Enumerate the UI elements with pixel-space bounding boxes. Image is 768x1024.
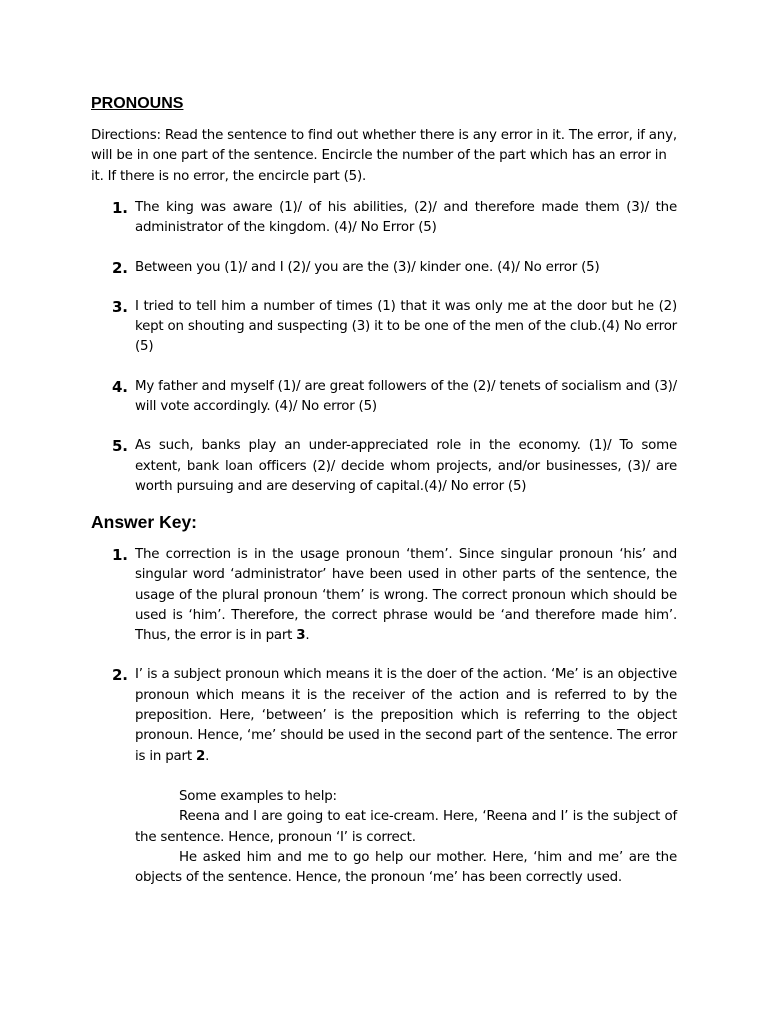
answer-body: The correction is in the usage pronoun ‘them’. Since singular pronoun ‘his’ and singular word ‘administrator’ have been used in other parts of the sentence, the usage of the plural pronoun ‘them’ is wrong. The correct pronoun which should be used is ‘him’. Therefore, the correct phrase would be ‘and therefore made him’. Thus, the error is in part [135, 547, 677, 644]
item-number: 2. [112, 258, 128, 277]
examples-heading: Some examples to help: [179, 789, 337, 804]
list-item [0, 258, 768, 278]
question-text: As such, banks play an under-appreciated role in the economy. (1)/ To some extent, bank loan officers (2)/ decide whom projects, and/or businesses, (3)/ are worth pursuing and are deserving of capital.(4)/ No error (5) [135, 438, 677, 494]
answer-key-heading: Answer Key: [91, 512, 198, 532]
answer-part: 3 [296, 628, 306, 644]
answer-part: 2 [195, 748, 206, 764]
question-text: Between you (1)/ and I (2)/ you are the (3)/ kinder one. (4)/ No error (5) [135, 259, 600, 275]
answer-text [135, 665, 677, 766]
directions-paragraph: Directions: Read the sentence to find out whether there is any error in it. The error, if any, will be in one part of the sentence. Encircle the number of the part which has an error in it. If there is no error, the encircle part (5). [91, 128, 677, 184]
question-list [0, 198, 768, 516]
example-paragraph: Reena and I are going to eat ice-cream. Here, ‘Reena and I’ is the subject of the sentence. Hence, pronoun ‘I’ is correct. [135, 809, 677, 845]
example-paragraph: He asked him and me to go help our mother. Here, ‘him and me’ are the objects of the sentence. Hence, the pronoun ‘me’ has been correctly used. [135, 849, 677, 886]
page-title: PRONOUNS [91, 95, 184, 112]
item-number: 5. [112, 437, 128, 456]
answer-end: . [205, 748, 210, 764]
question-text: I tried to tell him a number of times (1) that it was only me at the door but he (2) kept on shouting and suspecting (3) it to be one of the men of the club.(4) No error (5) [135, 298, 677, 355]
list-item [0, 665, 768, 766]
item-number: 3. [112, 297, 128, 316]
item-number: 1. [112, 546, 128, 564]
list-item [0, 545, 768, 646]
list-item [0, 436, 768, 497]
list-item [0, 377, 768, 418]
list-item [0, 198, 768, 239]
answer-list [0, 545, 768, 786]
item-number: 4. [112, 377, 128, 396]
item-number: 1. [112, 199, 128, 217]
answer-end: . [305, 628, 310, 644]
answer-text [135, 545, 677, 646]
question-text: The king was aware (1)/ of his abilities, (2)/ and therefore made them (3)/ the administrator of the kingdom. (4)/ No Error (5) [135, 200, 677, 236]
question-text: My father and myself (1)/ are great followers of the (2)/ tenets of socialism and (3)/ will vote accordingly. (4)/ No error (5) [135, 378, 677, 415]
answer-body: I’ is a subject pronoun which means it is the doer of the action. ‘Me’ is an objective pronoun which means it is the receiver of the action and is referred to by the preposition. Here, ‘between’ is the preposition which is referring to the object pronoun. Hence, ‘me’ should be used in the second part of the sentence. The error is in part [135, 667, 677, 764]
examples-block [135, 787, 677, 888]
list-item [0, 297, 768, 358]
item-number: 2. [112, 666, 128, 685]
